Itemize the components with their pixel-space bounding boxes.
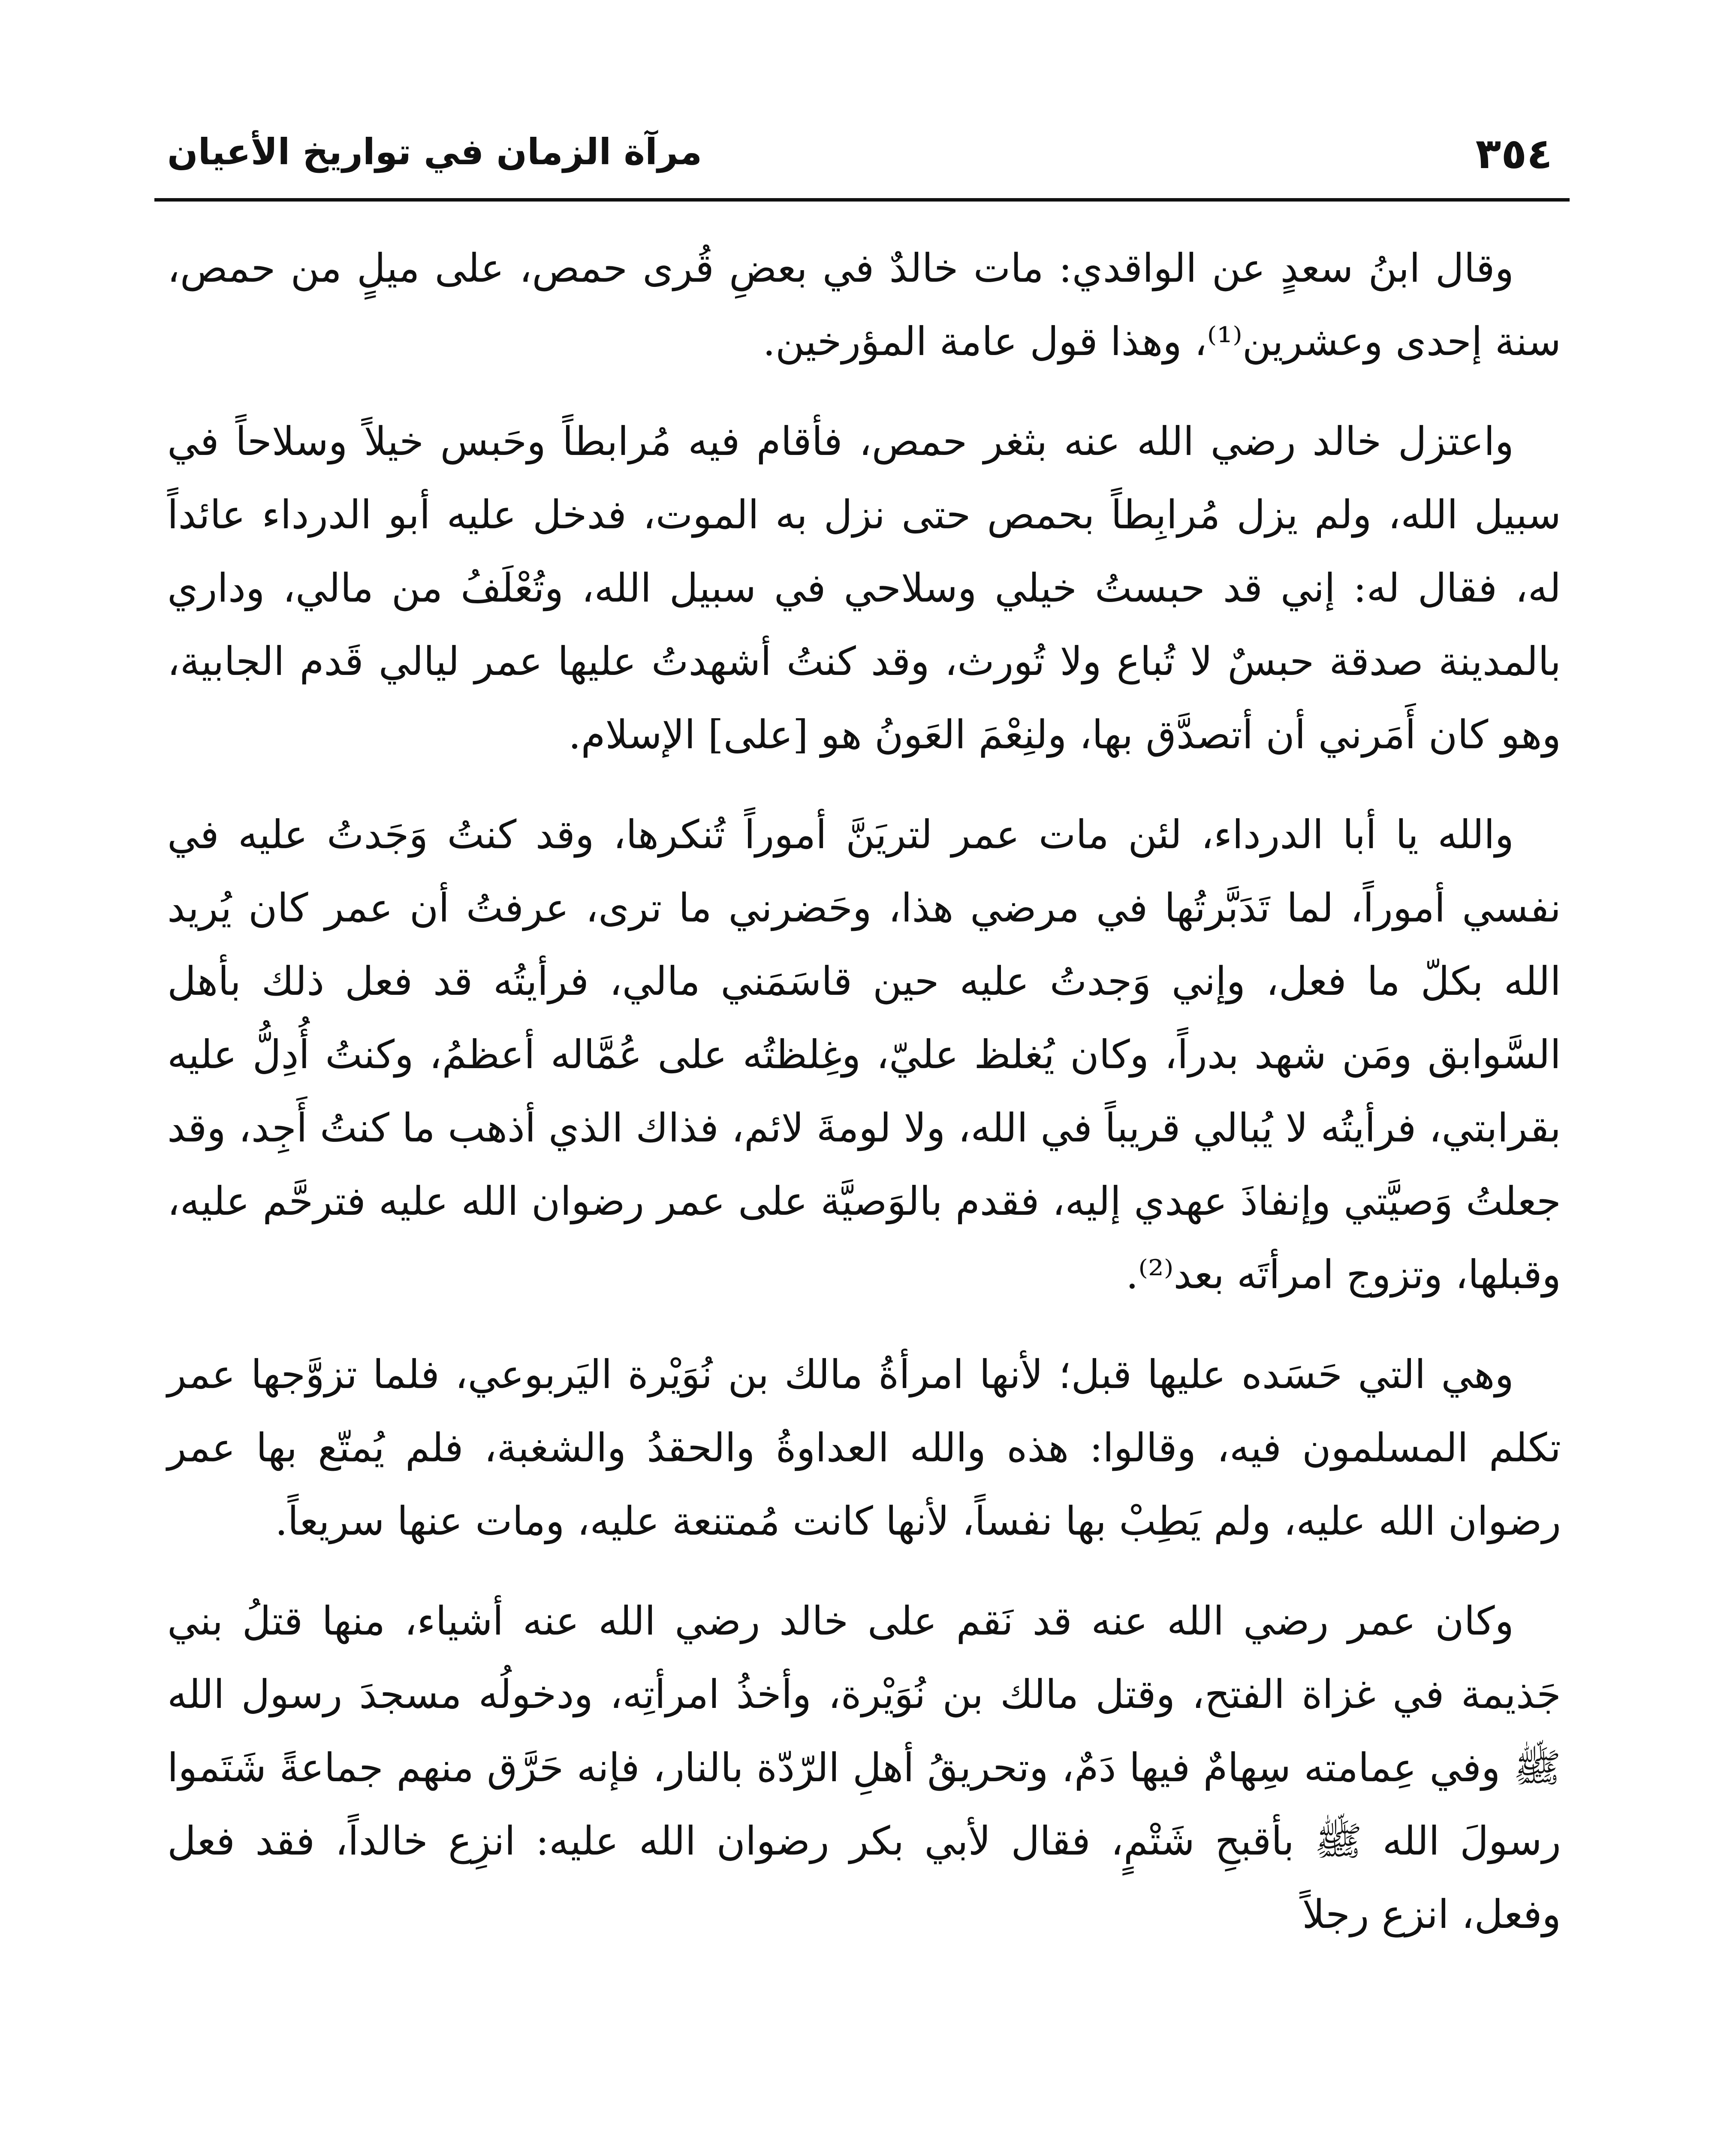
- page-header: [154, 116, 1570, 202]
- paragraph-2: واعتزل خالد رضي الله عنه بثغر حمص، فأقام فيه مُرابطاً وحَبس خيلاً وسلاحاً في سبيل الله، ولم يزل مُرابِطاً بحمص حتى نزل به الموت، فدخل عليه أبو الدرداء عائداً له، فقال له: إني قد حبستُ خيلي وسلاحي في سبيل الله، وتُعْلَفُ من مالي، وداري بالمدينة صدقة حبسٌ لا تُباع ولا تُورث، وقد كنتُ أشهدتُ عليها عمر ليالي قَدم الجابية، وهو كان أَمَرني أن أتصدَّق بها، ولنِعْمَ العَونُ هو [على] الإسلام.: [167, 419, 1561, 758]
- paragraph-4: وهي التي حَسَده عليها قبل؛ لأنها امرأةُ مالك بن نُوَيْرة اليَربوعي، فلما تزوَّجها عمر تكلم المسلمون فيه، وقالوا: هذه والله العداوةُ والحقدُ والشغبة، فلم يُمتّع بها عمر رضوان الله عليه، ولم يَطِبْ بها نفساً، لأنها كانت مُمتنعة عليه، ومات عنها سريعاً.: [167, 1352, 1561, 1544]
- running-title: مرآة الزمان في تواريخ الأعيان: [167, 131, 702, 173]
- paragraph-3: والله يا أبا الدرداء، لئن مات عمر لتريَنَّ أموراً تُنكرها، وقد كنتُ وَجَدتُ عليه في نفسي أموراً، لما تَدَبَّرتُها في مرضي هذا، وحَضرني ما ترى، عرفتُ أن عمر كان يُريد الله بكلّ ما فعل، وإني وَجدتُ عليه حين قاسَمَني مالي، فرأيتُه قد فعل ذلك بأهل السَّوابق ومَن شهد بدراً، وكان يُغلظ عليّ، وغِلظتُه على عُمَّاله أعظمُ، وكنتُ أُدِلُّ عليه بقرابتي، فرأيتُه لا يُبالي قريباً في الله، ولا لومةَ لائم، فذاك الذي أذهب ما كنتُ أَجِد، وقد جعلتُ وَصيَّتي وإنفاذَ عهدي إليه، فقدم بالوَصيَّة على عمر رضوان الله عليه فترحَّم عليه، وقبلها، وتزوج امرأتَه بعد⁽²⁾.: [167, 812, 1561, 1298]
- paragraph-5: وكان عمر رضي الله عنه قد نَقم على خالد رضي الله عنه أشياء، منها قتلُ بني جَذيمة في غزاة الفتح، وقتل مالك بن نُوَيْرة، وأخذُ امرأتِه، ودخولُه مسجدَ رسول الله ﷺ وفي عِمامته سِهامٌ فيها دَمٌ، وتحريقُ أهلِ الرّدّة بالنار، فإنه حَرَّق منهم جماعةً شَتَموا رسولَ الله ﷺ بأقبحِ شَتْمٍ، فقال لأبي بكر رضوان الله عليه: انزِع خالداً، فقد فعل وفعل، انزع رجلاً: [167, 1598, 1561, 1937]
- paragraph-1: وقال ابنُ سعدٍ عن الواقدي: مات خالدٌ في بعضِ قُرى حمص، على ميلٍ من حمص، سنة إحدى وعشرين⁽¹⁾، وهذا قول عامة المؤرخين.: [167, 245, 1561, 364]
- page-number: ٣٥٤: [1475, 129, 1552, 178]
- body-text: [167, 232, 1561, 1978]
